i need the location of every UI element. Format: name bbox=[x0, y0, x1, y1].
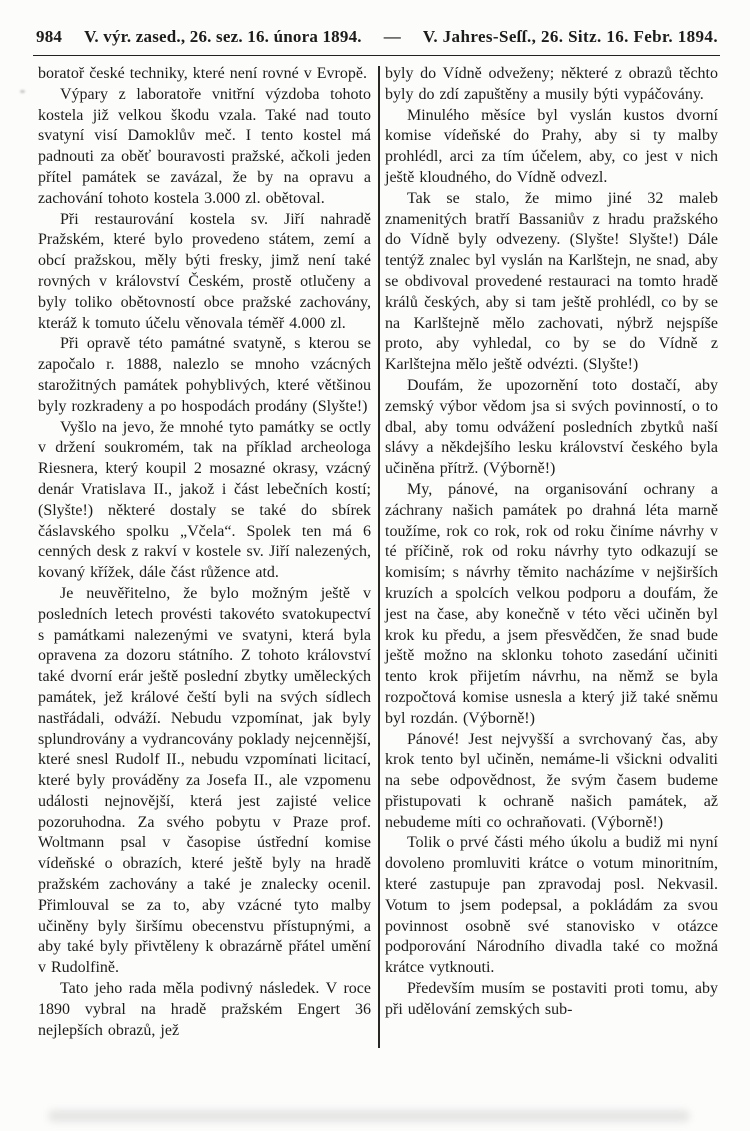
paragraph: boratoř české techniky, které není rovné v Evropě. bbox=[38, 65, 367, 82]
paragraph: Tato jeho rada měla podivný následek. V roce 1890 vybral na hradě pražském Engert 36 nejlepších obrazů, jež bbox=[38, 980, 371, 1039]
paragraph: Doufám, že upozornění toto dostačí, aby zemský výbor vědom jsa si svých povinností, o to dbal, aby tomu odvážení posledních zbytků naší slávy a někdejšího lesku království českého byla učiněna přítrž. (Výborně!) bbox=[385, 376, 718, 478]
paragraph: byly do Vídně odveženy; některé z obrazů těchto byly do zdí zapuštěny a musily býti vypáčovány. bbox=[385, 65, 718, 103]
paragraph: Pánové! Jest nejvyšší a svrchovaný čas, aby krok tento byl učiněn, nemáme-li všickni odvaliti na sebe odpovědnost, že svým časem budeme přistupovati k ochraně našich památek, až nebudeme míti co ochraňovati. (Výborně!) bbox=[385, 730, 718, 831]
paragraph: Minulého měsíce byl vyslán kustos dvorní komise vídeňské do Prahy, aby si ty malby prohlédl, arci za tím účelem, aby, co jest v nich ještě kloudného, do Vídně odvezl. bbox=[385, 106, 718, 186]
scan-speck bbox=[20, 90, 25, 93]
paragraph: Je neuvěřitelno, že bylo možným ještě v posledních letech provésti takovéto svatokupectví s památkami nalezenými ve svatyni, která byla opravena za dozoru státního. Z tohoto království také dvorní erár ještě poslední zbytky uměleckých památek, jež králové čeští byli na svých sídlech nastřádali, odváží. Nebudu vzpomínat, jak byly splundrovány a vydrancovány poklady nejcennější, které snesl Rudolf II., nebudu vzpomínati licitací, které byly prováděny za Josefa II., ale vzpomenu události nejnovější, která jest zajisté velice pozoruhodna. Za svého pobytu v Praze prof. Woltmann psal v časopise ústřední komise vídeňské o obrazích, které ještě byly na hradě pražském zachovány a také je znalecky ocenil. Přimlouval se za to, aby vzácné tyto malby učiněny byly širšímu obecenstvu přístupnými, a aby také byly přivtěleny k obrazárně přátel umění v Rudolfině. bbox=[38, 584, 371, 977]
paragraph: Vyšlo na jevo, že mnohé tyto památky se octly v držení soukromém, tak na příklad archeologa Riesnera, který koupil 2 mosazné okrasy, vzácný denár Vratislava II., jakož i část lebečních kostí; (Slyšte!) některé dostaly se také do sbírek čáslavského spolku „Včela“. Spolek ten má 6 cenných desk z rakví v kostele sv. Jiří nalezených, kovaný křížek, dále část růžence atd. bbox=[38, 418, 371, 582]
scan-shadow bbox=[48, 1110, 690, 1122]
column-divider-rule bbox=[378, 66, 380, 1048]
paragraph: Tak se stalo, že mimo jiné 32 maleb znamenitých bratří Bassaniův z hradu pražského do Vídně byly odvezeny. (Slyšte! Slyšte!) Dále tentýž znalec byl vyslán na Karlštejn, ne snad, aby se obdivoval provedené restauraci na tomto hradě králů českých, aby si tam ještě prohlédl, co by se na Karlštejně mělo zachovati, nýbrž nejspíše proto, aby vyhledal, co by se do Vídně z Karlštejna mělo ještě odvézti. (Slyšte!) bbox=[385, 189, 718, 374]
right-column bbox=[385, 64, 718, 1041]
header-session-german: V. Jahres-Seſſ., 26. Sitz. 16. Febr. 1894. bbox=[422, 27, 718, 46]
page-number: 984 bbox=[36, 27, 63, 46]
header-rule bbox=[33, 55, 720, 56]
left-column bbox=[38, 64, 371, 1041]
paragraph: My, pánové, na organisování ochrany a záchrany našich památek po drahná léta marně toužíme, rok co rok, rok od roku činíme návrhy v té příčině, rok od roku návrhy tyto odkazují se komisím; s návrhy těmito nacházíme v nejširších kruzích a spolcích velkou podporu a doufám, že jest na čase, aby konečně v této věci učiněn byl krok ku předu, a jsem přesvědčen, že snad bude ještě možno na sklonku tohoto zasedání učiniti tento krok přijetím návrhu, na němž se byla rozpočtová komise usnesla a který již také sněmu byl rozdán. (Výborně!) bbox=[385, 480, 718, 727]
header-separator-dash: — bbox=[383, 27, 401, 46]
paragraph: Především musím se postaviti proti tomu, aby při udělování zemských sub- bbox=[385, 980, 718, 1018]
paragraph: Výpary z laboratoře vnitřní výzdoba tohoto kostela již velkou škodu vzala. Také nad touto svatyní visí Damoklův meč. I tento kostel má padnouti za oběť bouravosti pražské, ačkoli jeden přítel památek se zavázal, že by na opravu a zachování tohoto kostela 3.000 zl. obětoval. bbox=[38, 85, 371, 207]
running-head bbox=[36, 27, 718, 47]
paragraph: Při restaurování kostela sv. Jiří nahradě Pražském, které bylo provedeno státem, zemí a obcí pražskou, měly býti fresky, jimž není také rovných v království Českém, prostě otlučeny a byly toliko obětovností obce pražské zachovány, kteráž k tomuto účelu věnovala téměř 4.000 zl. bbox=[38, 210, 371, 332]
header-session-czech: V. výr. zased., 26. sez. 16. února 1894. bbox=[84, 27, 362, 46]
paragraph: Při opravě této památné svatyně, s kterou se započalo r. 1888, nalezlo se mnoho vzácných starožitných památek pohyblivých, které většinou byly rozkradeny a po hospodách prodány (Slyšte!) bbox=[38, 335, 371, 415]
paragraph: Tolik o prvé části mého úkolu a budiž mi nyní dovoleno promluviti krátce o votum minoritním, které zastupuje pan zpravodaj posl. Nekvasil. Votum to jsem podepsal, a pokládám za svou povinnost osobně své stanovisko v otázce podporování Národního divadla také co možná krátce vytknouti. bbox=[385, 834, 718, 977]
